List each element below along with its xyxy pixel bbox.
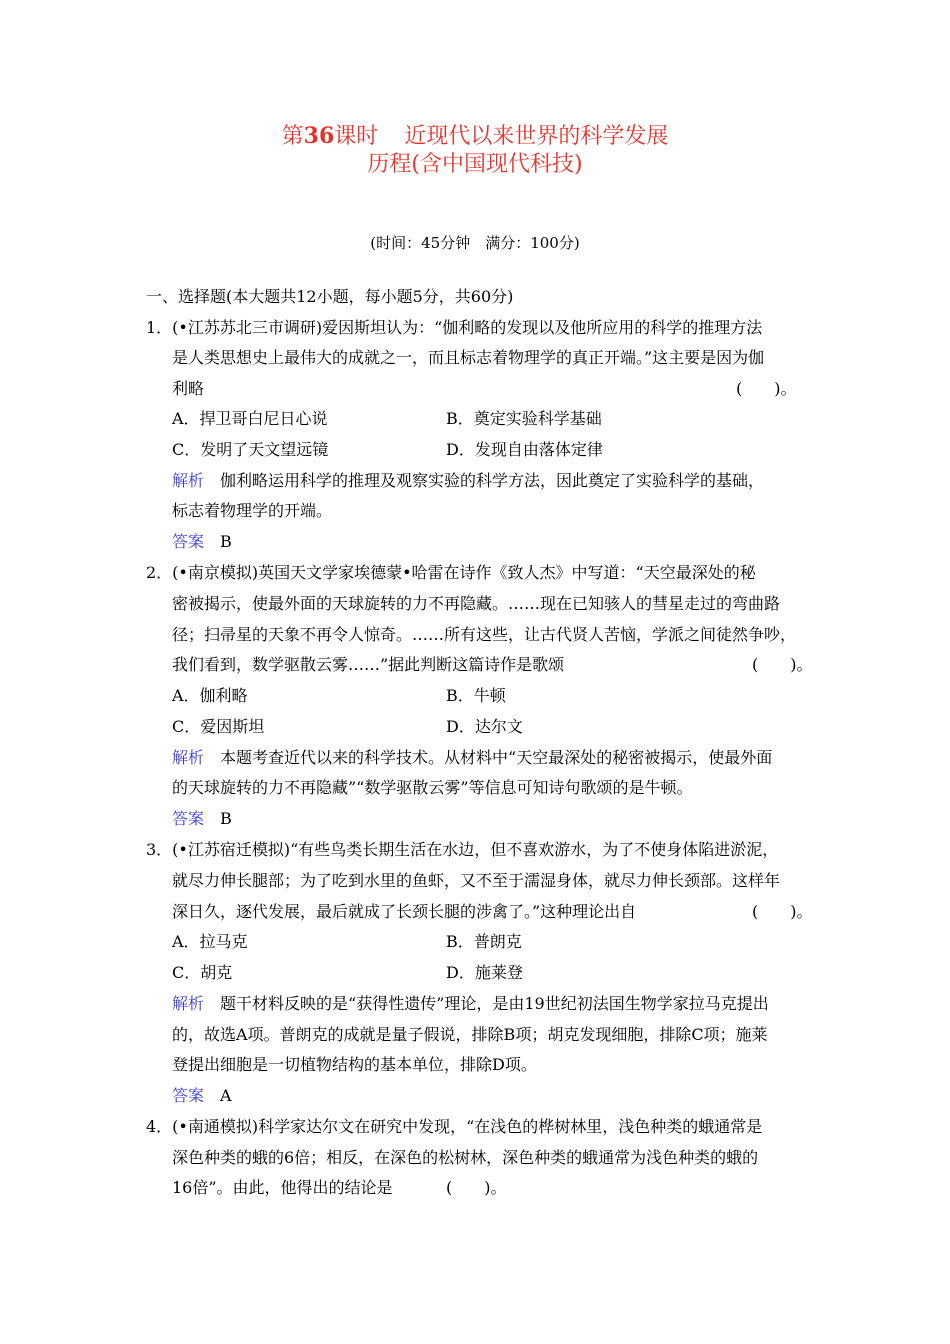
question-2-line: 密被揭示，使最外面的天球旋转的力不再隐藏。……现在已知骇人的彗星走过的弯曲路 — [172, 594, 781, 613]
question-2-line: 2．(•南京模拟)英国天文学家埃德蒙•哈雷在诗作《致人杰》中写道：“天空最深处的秘 — [146, 563, 756, 582]
answer-value: A — [220, 1086, 232, 1105]
analysis-line: 登提出细胞是一切植物结构的基本单位，排除D项。 — [172, 1055, 537, 1074]
analysis-line: 的，故选A项。普朗克的成就是量子假说，排除B项；胡克发现细胞，排除C项；施莱 — [172, 1025, 768, 1044]
analysis-line — [172, 471, 764, 491]
analysis-text: 本题考查近代以来的科学技术。从材料中“天空最深处的秘密被揭示，使最外面 — [220, 748, 773, 767]
title-topic: 近现代以来世界的科学发展 — [404, 124, 669, 149]
answer-line — [172, 809, 232, 829]
question-4-line: 深色种类的蛾的6倍；相反，在深色的松树林，深色种类的蛾通常为浅色种类的蛾的 — [172, 1148, 759, 1167]
option-d: D．施莱登 — [446, 963, 523, 982]
answer-blank: ( )。 — [446, 1178, 507, 1197]
page-title — [0, 121, 950, 152]
analysis-label: 解析 — [172, 994, 205, 1013]
answer-value: B — [220, 809, 232, 828]
title-lesson-word: 课时 — [334, 124, 379, 149]
analysis-text: 伽利略运用科学的推理及观察实验的科学方法，因此奠定了实验科学的基础， — [220, 471, 765, 490]
option-a: A．伽利略 — [172, 686, 248, 705]
answer-blank: ( )。 — [752, 902, 813, 921]
answer-value: B — [220, 532, 232, 551]
answer-label: 答案 — [172, 532, 205, 551]
option-c: C．胡克 — [172, 963, 233, 982]
analysis-line: 标志着物理学的开端。 — [172, 501, 333, 520]
option-b: B．奠定实验科学基础 — [446, 409, 602, 428]
option-d: D．发现自由落体定律 — [446, 440, 603, 459]
answer-blank: ( )。 — [736, 379, 797, 398]
question-3-line: 深日久，逐代发展，最后就成了长颈长腿的涉禽了。”这种理论出自 — [172, 902, 637, 921]
question-4-line: 4．(•南通模拟)科学家达尔文在研究中发现，“在浅色的桦树林里，浅色种类的蛾通常是 — [146, 1117, 763, 1136]
answer-blank: ( )。 — [752, 655, 813, 674]
option-a: A．捍卫哥白尼日心说 — [172, 409, 328, 428]
question-4-line: 16倍”。由此，他得出的结论是 — [172, 1178, 393, 1197]
analysis-line — [172, 748, 772, 768]
analysis-label: 解析 — [172, 748, 205, 767]
question-3-line: 3．(•江苏宿迁模拟)“有些鸟类长期生活在水边，但不喜欢游水，为了不使身体陷进淤泥， — [146, 840, 779, 859]
question-2-line: 我们看到，数学驱散云雾……”据此判断这篇诗作是歌颂 — [172, 655, 565, 674]
answer-label: 答案 — [172, 1086, 205, 1105]
option-a: A．拉马克 — [172, 932, 248, 951]
option-c: C．爱因斯坦 — [172, 717, 265, 736]
analysis-line: 的天球旋转的力不再隐藏”“数学驱散云雾”等信息可知诗句歌颂的是牛顿。 — [172, 778, 693, 797]
question-2-line: 径；扫帚星的天象不再令人惊奇。……所有这些，让古代贤人苦恼，学派之间徒然争吵， — [172, 625, 797, 644]
analysis-label: 解析 — [172, 471, 205, 490]
analysis-line — [172, 994, 769, 1014]
question-3-line: 就尽力伸长腿部；为了吃到水里的鱼虾，又不至于濡湿身体，就尽力伸长颈部。这样年 — [172, 871, 781, 890]
title-prefix: 第 — [281, 124, 304, 149]
option-c: C．发明了天文望远镜 — [172, 440, 329, 459]
answer-label: 答案 — [172, 809, 205, 828]
analysis-text: 题干材料反映的是“获得性遗传”理论，是由19世纪初法国生物学家拉马克提出 — [220, 994, 769, 1013]
question-1-line: 利略 — [172, 379, 205, 398]
option-b: B．牛顿 — [446, 686, 506, 705]
section-heading: 一、选择题(本大题共12小题，每小题5分，共60分) — [146, 287, 514, 306]
time-info: (时间：45分钟 满分：100分) — [370, 234, 580, 252]
answer-line — [172, 532, 232, 552]
lesson-number: 36 — [303, 123, 335, 149]
option-b: B．普朗克 — [446, 932, 522, 951]
question-1-line: 1．(•江苏苏北三市调研)爱因斯坦认为：“伽利略的发现以及他所应用的科学的推理方法 — [146, 318, 763, 337]
option-d: D．达尔文 — [446, 717, 523, 736]
question-1-line: 是人类思想史上最伟大的成就之一，而且标志着物理学的真正开端。”这主要是因为伽 — [172, 348, 765, 367]
answer-line — [172, 1086, 232, 1106]
page-title-line2: 历程(含中国现代科技) — [367, 152, 583, 177]
